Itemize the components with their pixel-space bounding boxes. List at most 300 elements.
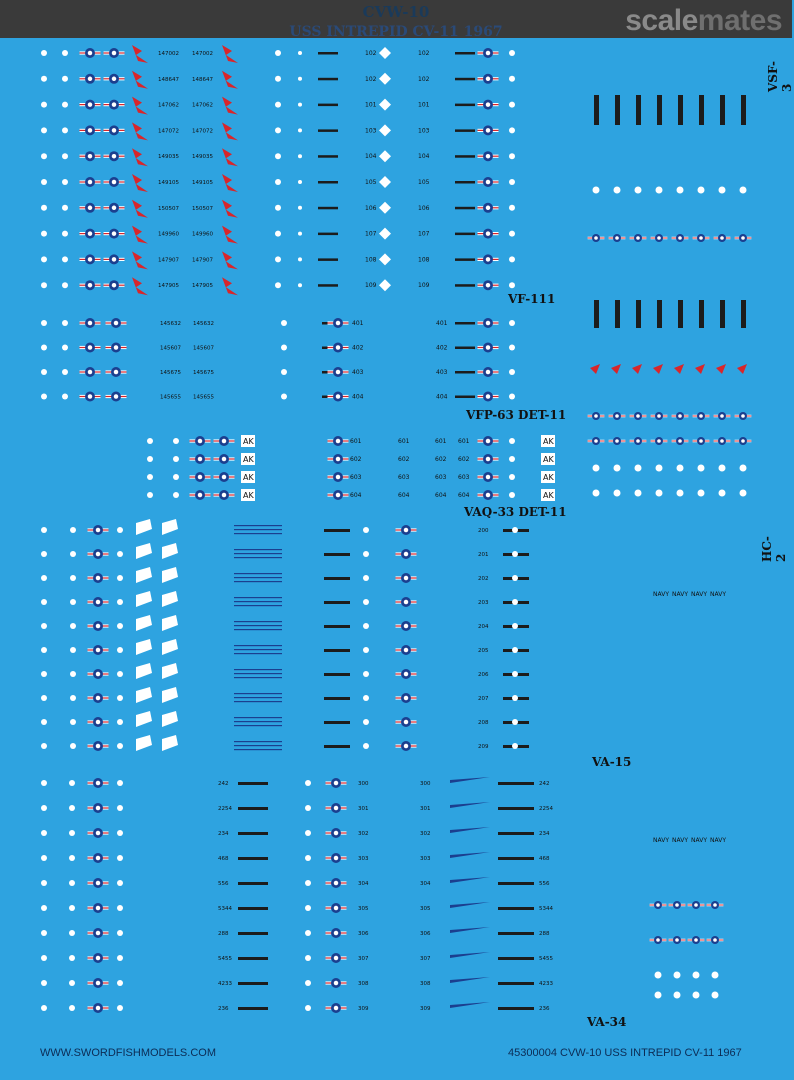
va15-tail-art (162, 615, 178, 631)
decal-number: 603 (435, 474, 447, 481)
vsf3-stripe (590, 364, 600, 374)
white-marking (509, 369, 515, 375)
white-marking (117, 905, 123, 911)
white-marking (41, 905, 47, 911)
white-marking (740, 465, 747, 472)
panel-marking (324, 673, 350, 676)
decal-number: 307 (358, 956, 369, 962)
sundowner-stripe (222, 251, 238, 269)
decal-number: 145632 (160, 321, 181, 327)
decal-number: 147905 (158, 283, 179, 290)
panel-marking (594, 300, 599, 328)
white-marking (593, 465, 600, 472)
white-marking (363, 695, 369, 701)
panel-marking (498, 957, 534, 960)
white-marking (363, 551, 369, 557)
panel-marking (455, 322, 475, 325)
decal-number: 307 (420, 956, 431, 962)
roundel-star (88, 345, 93, 350)
white-marking (509, 438, 515, 444)
roundel-star (96, 576, 101, 581)
decal-number: 468 (218, 856, 229, 862)
white-marking (712, 972, 719, 979)
roundel-star (699, 236, 703, 240)
white-marking (512, 575, 518, 581)
roundel-star (112, 128, 117, 133)
white-marking (509, 50, 515, 56)
white-marking (275, 179, 281, 185)
decal-number: 4233 (539, 981, 553, 987)
white-marking (698, 490, 705, 497)
decal-number: NAVY (653, 591, 669, 598)
va15-tail-art (136, 519, 152, 535)
white-marking (512, 551, 518, 557)
decal-number: 209 (478, 744, 489, 750)
panel-marking (318, 181, 338, 184)
va15-tail-art (136, 543, 152, 559)
roundel-star (222, 493, 227, 498)
roundel-star (114, 345, 119, 350)
panel-marking (615, 95, 620, 125)
white-marking (41, 102, 47, 108)
decal-number: 204 (478, 624, 489, 630)
white-marking (512, 743, 518, 749)
panel-marking (455, 104, 475, 107)
white-marking (70, 599, 76, 605)
decal-number: 304 (358, 881, 369, 887)
panel-marking (318, 129, 338, 132)
white-marking (117, 805, 123, 811)
white-marking (41, 231, 47, 237)
roundel-star (334, 981, 339, 986)
white-marking (677, 490, 684, 497)
decal-number: 107 (418, 230, 430, 238)
roundel-star (404, 576, 409, 581)
white-marking (655, 972, 662, 979)
roundel-star (486, 257, 491, 262)
roundel-star (112, 180, 117, 185)
decal-number: 236 (539, 1006, 550, 1012)
white-marking (70, 551, 76, 557)
white-marking (509, 76, 515, 82)
white-marking (305, 1005, 311, 1011)
roundel-star (486, 439, 491, 444)
decal-number: 403 (352, 369, 364, 376)
decal-number: 149035 (192, 154, 213, 161)
roundel-star (699, 414, 703, 418)
white-marking (305, 830, 311, 836)
roundel-star (336, 493, 341, 498)
white-marking (173, 474, 179, 480)
decal-number: 601 (398, 438, 410, 445)
white-marking (509, 256, 515, 262)
decal-number: 300 (358, 781, 369, 787)
roundel-star (96, 624, 101, 629)
decal-number: 468 (539, 856, 550, 862)
roundel-star (741, 236, 745, 240)
panel-marking (234, 749, 282, 750)
va34-stripe (450, 802, 490, 808)
decal-number: 149105 (192, 180, 213, 186)
panel-marking (234, 553, 282, 554)
roundel-star (112, 102, 117, 107)
white-marking (363, 647, 369, 653)
panel-marking (234, 557, 282, 558)
white-marking (698, 187, 705, 194)
decal-number: 602 (398, 456, 410, 463)
white-marking (740, 187, 747, 194)
decal-number: 104 (418, 153, 430, 161)
panel-marking (498, 782, 534, 785)
roundel-star (486, 206, 491, 211)
white-marking (719, 465, 726, 472)
roundel-star (334, 781, 339, 786)
decal-number: 234 (539, 831, 550, 837)
decal-number: 301 (420, 806, 431, 812)
white-marking (41, 153, 47, 159)
white-marking (674, 992, 681, 999)
decal-number: 145655 (193, 394, 214, 401)
decal-number: 236 (218, 1006, 229, 1012)
va34-stripe (450, 827, 490, 833)
white-marking (509, 320, 515, 326)
white-marking (298, 180, 302, 184)
white-marking (305, 780, 311, 786)
white-marking (69, 880, 75, 886)
panel-marking (234, 581, 282, 582)
roundel-star (336, 475, 341, 480)
sundowner-stripe (132, 97, 148, 115)
white-marking (656, 490, 663, 497)
va34-stripe (450, 977, 490, 983)
panel-marking (318, 258, 338, 261)
roundel-star (486, 154, 491, 159)
white-marking (363, 671, 369, 677)
panel-marking (234, 549, 282, 550)
decal-number: 104 (365, 153, 377, 161)
roundel-star (486, 231, 491, 236)
white-marking (509, 394, 515, 400)
decal-number: NAVY (691, 591, 707, 598)
panel-marking (699, 95, 704, 125)
roundel-star (486, 321, 491, 326)
panel-marking (234, 625, 282, 626)
sheet-subtitle: USS INTREPID CV-11 1967 (289, 24, 503, 40)
roundel-star (96, 600, 101, 605)
white-marking (117, 527, 123, 533)
panel-marking (234, 577, 282, 578)
white-marking (62, 76, 68, 82)
white-marking (41, 955, 47, 961)
white-marking (41, 369, 47, 375)
white-marking (281, 345, 287, 351)
white-marking (117, 855, 123, 861)
white-marking (62, 231, 68, 237)
decal-number: 105 (418, 179, 430, 186)
white-marking (69, 930, 75, 936)
white-marking (41, 623, 47, 629)
flash-marking (379, 150, 391, 162)
white-marking (117, 575, 123, 581)
white-marking (69, 905, 75, 911)
decal-number: 145675 (160, 370, 181, 376)
decal-number: 602 (458, 456, 470, 463)
va15-tail-art (136, 663, 152, 679)
roundel-star (336, 439, 341, 444)
roundel-star (713, 903, 717, 907)
flash-marking (379, 228, 391, 240)
panel-marking (234, 697, 282, 698)
white-marking (173, 492, 179, 498)
roundel-star (334, 906, 339, 911)
panel-marking (234, 721, 282, 722)
sundowner-stripe (132, 226, 148, 244)
panel-marking (234, 525, 282, 526)
roundel-star (656, 903, 660, 907)
roundel-star (699, 439, 703, 443)
vsf3-stripe (716, 364, 726, 374)
roundel-star (96, 552, 101, 557)
white-marking (719, 187, 726, 194)
panel-marking (238, 932, 268, 935)
decal-number: 102 (418, 75, 430, 83)
roundel-star (334, 831, 339, 836)
va15-tail-art (162, 687, 178, 703)
white-marking (69, 805, 75, 811)
white-marking (363, 599, 369, 605)
white-marking (298, 103, 302, 107)
decal-number: 302 (358, 831, 369, 837)
white-marking (305, 855, 311, 861)
va15-tail-art (136, 567, 152, 583)
decal-number: 304 (420, 881, 431, 887)
white-marking (70, 647, 76, 653)
roundel-star (336, 321, 341, 326)
white-marking (117, 695, 123, 701)
white-marking (117, 930, 123, 936)
decal-number: 5344 (218, 906, 232, 912)
roundel-star (96, 931, 101, 936)
va15-tail-art (162, 543, 178, 559)
decal-number: 101 (418, 101, 430, 109)
panel-marking (455, 207, 475, 210)
roundel-star (114, 321, 119, 326)
va15-tail-art (162, 711, 178, 727)
decal-number: NAVY (691, 837, 707, 844)
roundel-star (675, 903, 679, 907)
white-marking (62, 153, 68, 159)
panel-marking (498, 882, 534, 885)
white-marking (509, 231, 515, 237)
decal-number: 604 (435, 492, 447, 499)
white-marking (117, 647, 123, 653)
roundel-star (88, 257, 93, 262)
white-marking (275, 205, 281, 211)
white-marking (41, 780, 47, 786)
white-marking (41, 76, 47, 82)
roundel-star (615, 414, 619, 418)
panel-marking (234, 533, 282, 534)
panel-marking (238, 882, 268, 885)
decal-number: AK (243, 437, 254, 446)
decal-number: 145632 (193, 321, 214, 327)
panel-marking (238, 957, 268, 960)
decal-number: 208 (478, 720, 489, 726)
roundel-star (112, 283, 117, 288)
white-marking (41, 980, 47, 986)
panel-marking (234, 645, 282, 646)
white-marking (69, 780, 75, 786)
footer-website[interactable]: WWW.SWORDFISHMODELS.COM (40, 1047, 216, 1059)
roundel-star (594, 439, 598, 443)
sundowner-stripe (222, 71, 238, 89)
white-marking (62, 205, 68, 211)
roundel-star (88, 77, 93, 82)
white-marking (41, 320, 47, 326)
va34-stripe (450, 1002, 490, 1008)
decal-number: 604 (398, 492, 410, 499)
white-marking (41, 855, 47, 861)
white-marking (509, 492, 515, 498)
white-marking (70, 671, 76, 677)
decal-number: 102 (418, 50, 430, 57)
panel-marking (324, 721, 350, 724)
decal-number: AK (243, 491, 254, 500)
white-marking (41, 179, 47, 185)
va15-tail-art (162, 519, 178, 535)
vsf3-stripe (611, 364, 621, 374)
white-marking (512, 623, 518, 629)
brand-part-1: scale (625, 4, 698, 37)
decal-number: 200 (478, 528, 489, 534)
white-marking (677, 465, 684, 472)
white-marking (69, 1005, 75, 1011)
decal-number: 403 (436, 369, 448, 376)
va15-tail-art (136, 711, 152, 727)
panel-marking (741, 95, 746, 125)
decal-number: 5455 (539, 956, 553, 962)
roundel-star (88, 394, 93, 399)
sheet-title: CVW-10 (362, 3, 430, 21)
panel-marking (234, 573, 282, 574)
decal-number: 309 (358, 1006, 369, 1012)
decal-number: AK (543, 473, 554, 482)
panel-marking (238, 832, 268, 835)
label-vsf3: VSF-3 (766, 61, 794, 92)
decal-number: AK (543, 455, 554, 464)
white-marking (298, 232, 302, 236)
white-marking (635, 187, 642, 194)
roundel-star (741, 414, 745, 418)
white-marking (614, 465, 621, 472)
decal-number: 109 (365, 282, 377, 290)
sundowner-stripe (222, 97, 238, 115)
roundel-star (334, 931, 339, 936)
panel-marking (498, 907, 534, 910)
white-marking (41, 830, 47, 836)
panel-marking (657, 95, 662, 125)
white-marking (674, 972, 681, 979)
white-marking (512, 599, 518, 605)
decal-number: 604 (350, 492, 362, 499)
panel-marking (498, 807, 534, 810)
white-marking (712, 992, 719, 999)
decal-number: 603 (350, 474, 362, 481)
roundel-star (112, 231, 117, 236)
panel-marking (234, 653, 282, 654)
white-marking (593, 490, 600, 497)
roundel-star (112, 77, 117, 82)
decal-number: 103 (365, 127, 377, 135)
panel-marking (234, 745, 282, 746)
roundel-star (88, 102, 93, 107)
white-marking (62, 369, 68, 375)
decal-number: 404 (352, 393, 364, 401)
roundel-star (615, 236, 619, 240)
label-vaq33: VAQ-33 DET-11 (464, 505, 567, 519)
decal-number: 602 (435, 456, 447, 463)
white-marking (281, 320, 287, 326)
white-marking (509, 127, 515, 133)
panel-marking (455, 155, 475, 158)
panel-marking (455, 396, 475, 399)
white-marking (41, 647, 47, 653)
panel-marking (498, 932, 534, 935)
decal-number: 305 (420, 906, 431, 912)
decal-number: 288 (539, 931, 550, 937)
decal-number: 556 (539, 881, 550, 887)
roundel-star (114, 394, 119, 399)
white-marking (69, 955, 75, 961)
decal-number: 2254 (218, 806, 232, 812)
roundel-star (198, 493, 203, 498)
roundel-star (657, 414, 661, 418)
white-marking (512, 695, 518, 701)
decal-number: 106 (418, 204, 430, 212)
roundel-star (96, 648, 101, 653)
decal-number: 604 (458, 492, 470, 499)
roundel-star (678, 236, 682, 240)
roundel-star (404, 528, 409, 533)
roundel-star (404, 600, 409, 605)
roundel-star (594, 236, 598, 240)
decal-number: 147062 (192, 102, 213, 109)
white-marking (147, 456, 153, 462)
decal-number: 602 (350, 456, 362, 463)
decal-number: 206 (478, 672, 489, 678)
panel-marking (234, 605, 282, 606)
panel-marking (636, 300, 641, 328)
brand-part-2: mates (697, 4, 782, 37)
roundel-star (88, 283, 93, 288)
decal-number: 308 (358, 981, 369, 987)
decal-number: 309 (420, 1006, 431, 1012)
white-marking (305, 880, 311, 886)
white-marking (41, 599, 47, 605)
sundowner-stripe (132, 251, 148, 269)
panel-marking (324, 577, 350, 580)
decal-number: 205 (478, 648, 489, 654)
decal-number: 145675 (193, 370, 214, 376)
roundel-star (486, 128, 491, 133)
decal-number: 603 (398, 474, 410, 481)
vsf3-stripe (632, 364, 642, 374)
roundel-star (694, 938, 698, 942)
roundel-star (96, 806, 101, 811)
roundel-star (198, 439, 203, 444)
white-marking (147, 492, 153, 498)
panel-marking (324, 625, 350, 628)
